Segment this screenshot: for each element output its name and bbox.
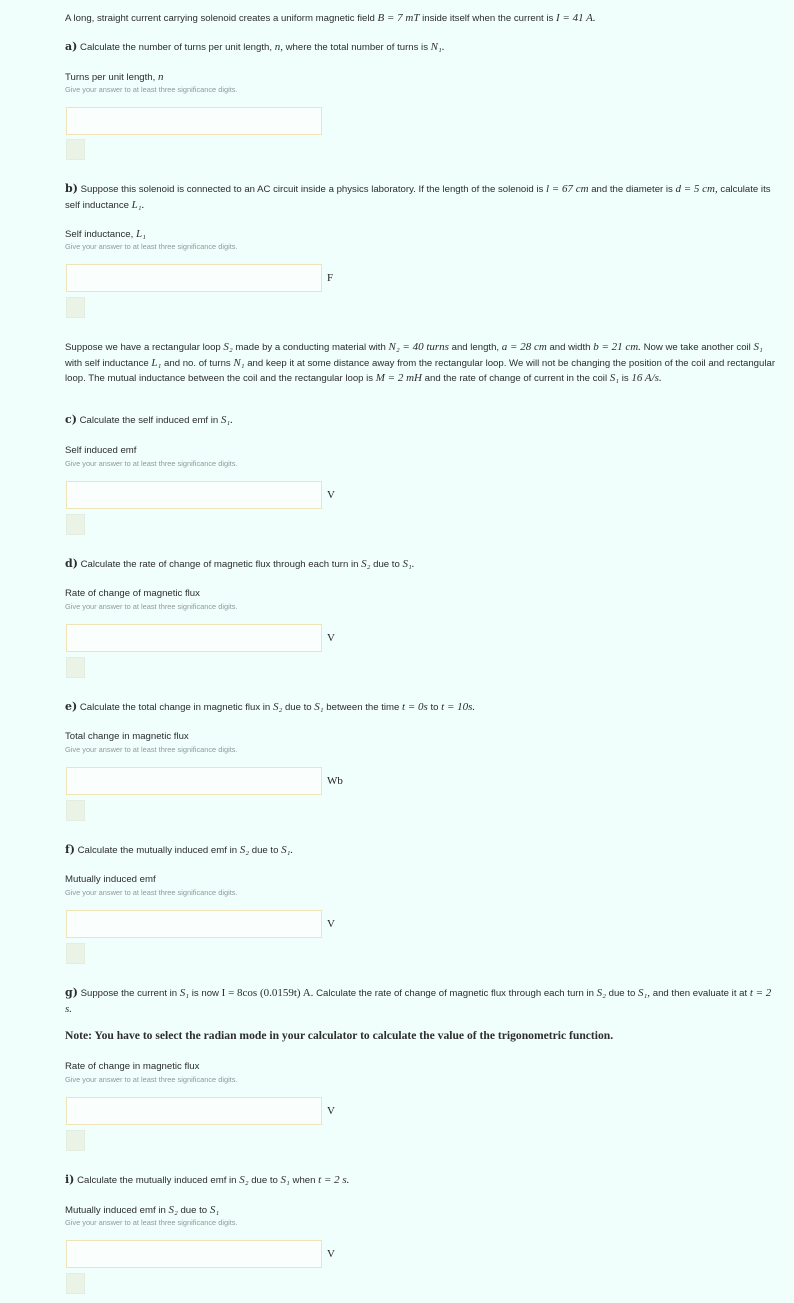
question-f: f) Calculate the mutually induced emf in S₂ due to S₁.: [65, 843, 294, 856]
field-label-c: Self induced emf: [65, 445, 137, 456]
unit-b: F: [327, 272, 334, 284]
check-button-c[interactable]: [66, 514, 85, 535]
question-d: d) Calculate the rate of change of magnetic flux through each turn in S₂ due to S₁.: [65, 557, 415, 570]
question-e: e) Calculate the total change in magnetic flux in S₂ due to S₁ between the time t = 0s to t = 10s.: [65, 700, 476, 713]
field-label-f: Mutually induced emf: [65, 874, 156, 885]
answer-input-f[interactable]: [66, 910, 322, 938]
field-label-g: Rate of change in magnetic flux: [65, 1061, 200, 1072]
check-button-d[interactable]: [66, 657, 85, 678]
answer-input-e[interactable]: [66, 767, 322, 795]
answer-input-d[interactable]: [66, 624, 322, 652]
unit-e: Wb: [327, 775, 343, 787]
hint-g: Give your answer to at least three significance digits.: [65, 1075, 238, 1084]
hint-a: Give your answer to at least three significance digits.: [65, 85, 238, 94]
check-button-g[interactable]: [66, 1130, 85, 1151]
answer-input-b[interactable]: [66, 264, 322, 292]
question-c: c) Calculate the self induced emf in S₁.: [65, 413, 233, 426]
hint-c: Give your answer to at least three significance digits.: [65, 459, 238, 468]
unit-f: V: [327, 918, 335, 930]
question-g: g) Suppose the current in S₁ is now I = 8cos (0.0159t) A. Calculate the rate of change of magnetic flux through each turn in S₂ due to S₁, and then evaluate it at t = 2 s.: [65, 986, 772, 1015]
hint-f: Give your answer to at least three significance digits.: [65, 888, 238, 897]
unit-i: V: [327, 1248, 335, 1260]
hint-b: Give your answer to at least three significance digits.: [65, 242, 238, 251]
question-b: b) Suppose this solenoid is connected to an AC circuit inside a physics laboratory. If the length of the solenoid is l = 67 cm and the diameter is d = 5 cm, calculate its self inductance L₁.: [65, 182, 771, 211]
check-button-e[interactable]: [66, 800, 85, 821]
question-i: i) Calculate the mutually induced emf in S₂ due to S₁ when t = 2 s.: [65, 1173, 350, 1186]
field-label-i: Mutually induced emf in S₂ due to S₁: [65, 1204, 220, 1216]
answer-input-g[interactable]: [66, 1097, 322, 1125]
hint-i: Give your answer to at least three significance digits.: [65, 1218, 238, 1227]
unit-c: V: [327, 489, 335, 501]
unit-g: V: [327, 1105, 335, 1117]
field-label-d: Rate of change of magnetic flux: [65, 588, 200, 599]
radian-note: Note: You have to select the radian mode in your calculator to calculate the value of the trigonometric function.: [65, 1029, 614, 1042]
context-paragraph: Suppose we have a rectangular loop S₂ made by a conducting material with N₂ = 40 turns and length, a = 28 cm and width b = 21 cm. Now we take another coil S₁ with self inductance L₁ and no. of turns N₁ and keep it at some distance away from the rectangular loop. We will not be changing the position of the coil and rectangular loop. The mutual inductance between the coil and the rectangular loop is M = 2 mH and the rate of change of current in the coil S₁ is 16 A/s.: [65, 341, 776, 384]
check-button-b[interactable]: [66, 297, 85, 318]
field-label-e: Total change in magnetic flux: [65, 731, 189, 742]
hint-d: Give your answer to at least three significance digits.: [65, 602, 238, 611]
answer-input-c[interactable]: [66, 481, 322, 509]
answer-input-a[interactable]: [66, 107, 322, 135]
field-label-b: Self inductance, L₁: [65, 228, 146, 240]
question-a: a) Calculate the number of turns per unit length, n, where the total number of turns is N₁.: [65, 40, 445, 53]
unit-d: V: [327, 632, 335, 644]
hint-e: Give your answer to at least three significance digits.: [65, 745, 238, 754]
check-button-i[interactable]: [66, 1273, 85, 1294]
intro-text: A long, straight current carrying solenoid creates a uniform magnetic field B = 7 mT inside itself when the current is I = 41 A.: [65, 12, 596, 24]
field-label-a: Turns per unit length, n: [65, 71, 164, 83]
answer-input-i[interactable]: [66, 1240, 322, 1268]
check-button-a[interactable]: [66, 139, 85, 160]
check-button-f[interactable]: [66, 943, 85, 964]
